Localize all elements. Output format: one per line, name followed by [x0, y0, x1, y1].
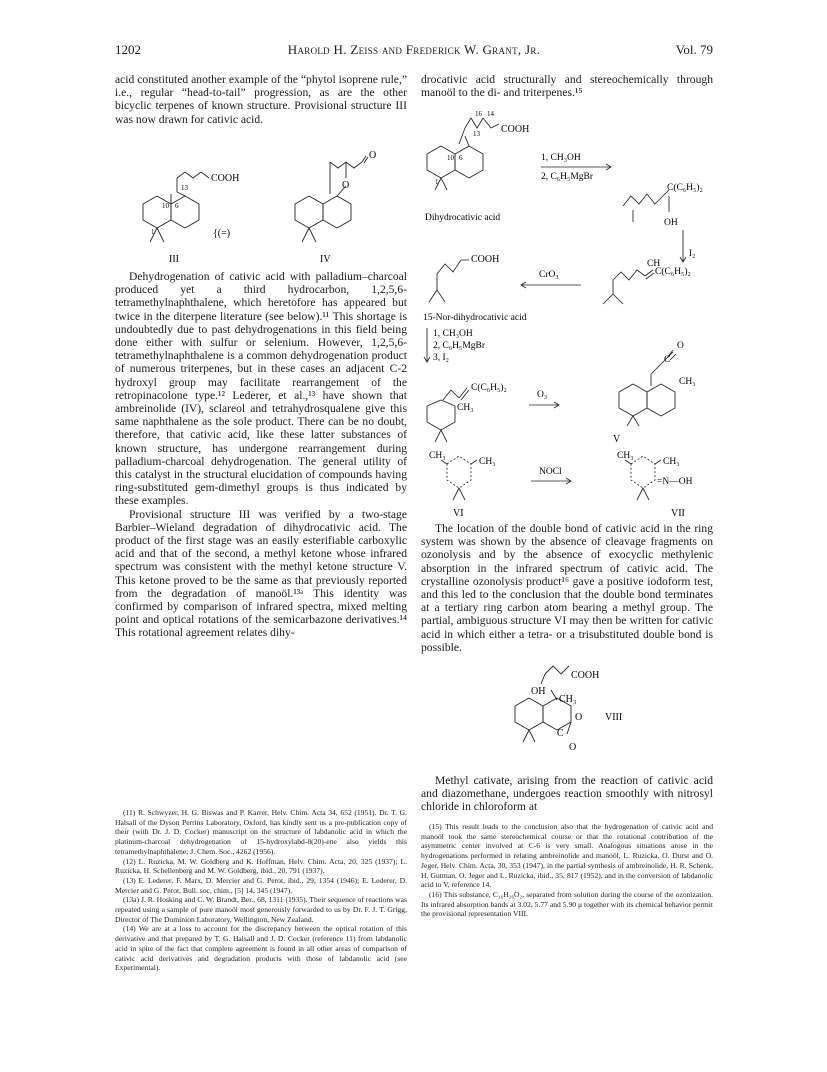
footnote-14: (14) We are at a loss to account for the discrepancy between the optical rotation of this derivative and that prepared by T. G. Halsall and J. D. Cocker (reference 11) from labdanolic acid in spite of the fact that complete agreement is found in all other areas of comparison of cativic acid derivatives and degradation products with those of labdanolic acid (see Experimental).	[115, 924, 407, 973]
IV-ring-oxygen: O	[342, 180, 350, 191]
structure-VI-label: VI	[453, 508, 464, 519]
running-head-authors: Harold H. Zeiss and Frederick W. Grant, Jr.	[287, 42, 541, 57]
ketone-methyl: CH₃	[679, 377, 696, 387]
VIII-hydroxyl: OH	[531, 686, 546, 697]
dihydro-cooh: COOH	[501, 124, 530, 135]
reagent-nitrosyl-chloride: NOCl	[539, 467, 562, 477]
structure-VIII-drawing	[421, 664, 713, 764]
reagent-ozone: O₃	[537, 390, 548, 400]
VI-methyl-a: CH₃	[429, 451, 446, 461]
VII-methyl-a: CH₃	[617, 451, 634, 461]
VII-methyl-b: CH₃	[663, 457, 680, 467]
VIII-methyl: CH₃	[559, 694, 577, 705]
olefin-group: C(C₆H₅)₂	[655, 267, 691, 277]
structure-IV-label: IV	[320, 254, 331, 265]
VIII-cooh: COOH	[571, 670, 600, 681]
volume-number: Vol. 79	[675, 42, 713, 57]
structure-V-label: V	[613, 434, 621, 445]
footnote-11: (11) R. Schwyzer, H. G. Biswas and P. Karrer, Helv. Chim. Acta 34, 652 (1951). Dr. T. G. Halsall of the Dyson Perrins Laboratory, Oxford, has kindly sent us a pre-publication copy of their (with Dr. J. D. Cocker) manuscript on the structure of labdanolic acid in which the platinum-charcoal dehydrogenation of 15-hydroxylabd-8(20)-ene also yields this tetramethylnaphthalene; J. Chem. Soc., 4262 (1956).	[115, 808, 407, 856]
footnote-12: (12) L. Ruzicka, M. W. Goldberg and K. Hoffman, Helv. Chim. Acta, 20, 325 (1937); L. Ruzicka, H. Schellenberg and M. W. Goldberg, ibid., 20, 791 (1937).	[115, 856, 407, 876]
position-13: 13	[473, 130, 480, 138]
olefin-ch: CH	[647, 259, 661, 269]
position-10: 10	[447, 154, 454, 162]
III-position-10: 10	[162, 202, 169, 210]
step-grignard: 2, C₆H₅MgBr	[433, 341, 486, 351]
III-ambiguous-bond: {(=)	[213, 228, 231, 239]
structure-VIII-label: VIII	[605, 712, 623, 723]
left-footnotes	[115, 808, 407, 973]
structure-III-label: III	[169, 254, 179, 265]
reagent-methanol: 1, CH₃OH	[541, 153, 581, 163]
page-number: 1202	[115, 42, 141, 57]
footnote-13: (13) E. Lederer, F. Marx, D. Mercier and G. Perot, ibid., 29, 1354 (1946); E. Lederer, D. Mercier and G. Perot, Bull. soc. chim., [5] 14, 345 (1947).	[115, 875, 407, 895]
reagent-chromic-oxide: CrO₃	[539, 270, 559, 280]
nor-acid-cooh: COOH	[471, 254, 500, 265]
ketone-oxygen: O	[677, 341, 684, 351]
right-footnotes	[421, 822, 713, 919]
paragraph: acid constituted another example of the “phytol isoprene rule,” i.e., regular “head-to-tail” progression, as are the other bicyclic terpenes of known structure. Provisional structure III was now drawn for cativic acid.	[115, 73, 407, 126]
position-16: 16	[475, 110, 482, 118]
III-position-6: 6	[175, 202, 179, 210]
III-cooh-label: COOH	[211, 173, 240, 184]
left-column-body	[115, 270, 407, 640]
step-iodine: 3, I₂	[433, 353, 449, 363]
VIII-carbonyl-carbon: C	[557, 728, 564, 739]
structure-VII-label: VII	[671, 508, 685, 519]
diene-methyl: CH₃	[457, 403, 474, 413]
position-1: 1	[435, 178, 439, 186]
VII-oxime: =N—OH	[657, 477, 693, 487]
reaction-scheme-drawing	[421, 104, 713, 524]
III-position-13: 13	[181, 184, 188, 192]
paragraph: Methyl cativate, arising from the reaction of cativic acid and diazomethane, undergoes reaction smoothly with nitrosyl chloride in chloroform at	[421, 774, 713, 814]
position-6: 6	[459, 154, 463, 162]
VIII-ring-oxygen: O	[575, 712, 583, 723]
paragraph: Provisional structure III was verified by a two-stage Barbier–Wieland degradation of dihydrocativic acid. The product of the first stage was an easily esterifiable carboxylic acid and that of the second, a methyl ketone whose infrared spectrum was consistent with the methyl ketone structure V. This ketone proved to be the same as that previously reported from the degradation of manoöl.¹³ᵃ This identity was confirmed by comparison of infrared spectra, mixed melting point and optical rotations of the semicarbazone derivatives.¹⁴ This rotational agreement relates dihy-	[115, 507, 407, 640]
footnote-15: (15) This result leads to the conclusion also that the hydrogenation of cativic acid and manoöl took the same stereochemical course or that the rotational contribution of the asymmetric center involved at C-6 is very small. Analogous situations arose in the hydrogenations performed in relating ambreinolide and manoöl, L. Ruzicka, O. Durst and O. Jeger, Helv. Chim. Acta, 30, 353 (1947), in the partial synthesis of ambreinolide, H. R. Schenk, H. Gutman, O. Jeger and L. Ruzicka, ibid., 35, 817 (1952), and in the conversion of labdanolic acid to V, reference 14.	[421, 822, 713, 890]
reaction-scheme	[421, 104, 713, 524]
diene-group: C(C₆H₅)₂	[471, 383, 507, 393]
carbinol-group: C(C₆H₅)₂	[667, 183, 703, 193]
nor-dihydrocativic-acid-label: 15-Nor-dihydrocativic acid	[423, 313, 527, 323]
paragraph: The location of the double bond of cativic acid in the ring system was shown by the absence of cleavage fragments on ozonolysis and by the absence of exocyclic methylenic absorption in the infrared spectrum of cativic acid. The crystalline ozonolysis product¹⁶ gave a positive iodoform test, and this led to the conclusion that the double bond terminates at a tertiary ring carbon atom bearing a methyl group. The partial, ambiguous structure VI may then be written for cativic acid in which either a tetra- or a trisubstituted double bond is possible.	[421, 522, 713, 654]
structures-III-IV-drawing	[115, 148, 407, 266]
footnote-16: (16) This substance, C₁₆H₂₆O₂, separated from solution during the course of the ozonization. Its infrared absorption bands at 3.02, 5.77 and 5.90 μ together with its chemical behavior permit the provisional representation VIII.	[421, 889, 713, 919]
VIII-carbonyl-oxygen: O	[569, 742, 577, 753]
footnote-13a: (13a) J. R. Hosking and C. W. Brandt, Ber., 68, 1311 (1935). Their sequence of reactions was repeated using a sample of pure manoöl most generously forwarded to us by Dr. F. J. T. Grigg, Director of The Dominion Laboratory, Wellington, New Zealand.	[115, 895, 407, 924]
ketone-carbon: C	[664, 355, 671, 365]
paragraph: Dehydrogenation of cativic acid with palladium–charcoal produced yet a third hydrocarbon, 1,2,5,6-tetramethylnaphthalene, which heretofore has appeared but twice in the diterpene literature (see below).¹¹ This shortage is undoubtedly due to past dehydrogenations in this field being done either with sulfur or selenium. However, 1,2,5,6-tetramethylnaphthalene is a common dehydrogenation product of numerous triterpenes, but in these cases an adjacent C-2 hydroxyl group may facilitate rearrangement of the retropinacolone type.¹² Lederer, et al.,¹³ have shown that ambreinolide (IV), sclareol and tetrahydrosqualene give this same naphthalene as the sole product. There can be no doubt, therefore, that cativic acid, like these latter substances of known structure, has undergone rearrangement during palladium-charcoal dehydrogenation. The general utility of this catalyst in the structural elucidation of compounds having ring-substituted gem-dimethyl groups is thus indicated by these examples.	[115, 270, 407, 508]
structures-III-IV	[115, 148, 407, 266]
right-column-top	[421, 73, 713, 99]
IV-ketone-oxygen: O	[369, 150, 377, 161]
carbinol-hydroxyl: OH	[664, 218, 678, 228]
position-14: 14	[487, 110, 494, 118]
left-column-top	[115, 73, 407, 126]
running-header	[115, 42, 713, 60]
reagent-grignard: 2, C₆H₅MgBr	[541, 172, 594, 182]
VI-methyl-b: CH₃	[479, 457, 496, 467]
right-column-body	[421, 522, 713, 654]
structure-VIII	[421, 664, 713, 764]
reagent-iodine: I₂	[689, 249, 696, 259]
III-position-1: 1	[151, 228, 155, 236]
dihydrocativic-acid-label: Dihydrocativic acid	[425, 213, 501, 223]
step-methanol: 1, CH₃OH	[433, 329, 473, 339]
paragraph: drocativic acid structurally and stereochemically through manoöl to the di- and triterpenes.¹⁵	[421, 73, 713, 100]
right-column-bottom	[421, 774, 713, 814]
